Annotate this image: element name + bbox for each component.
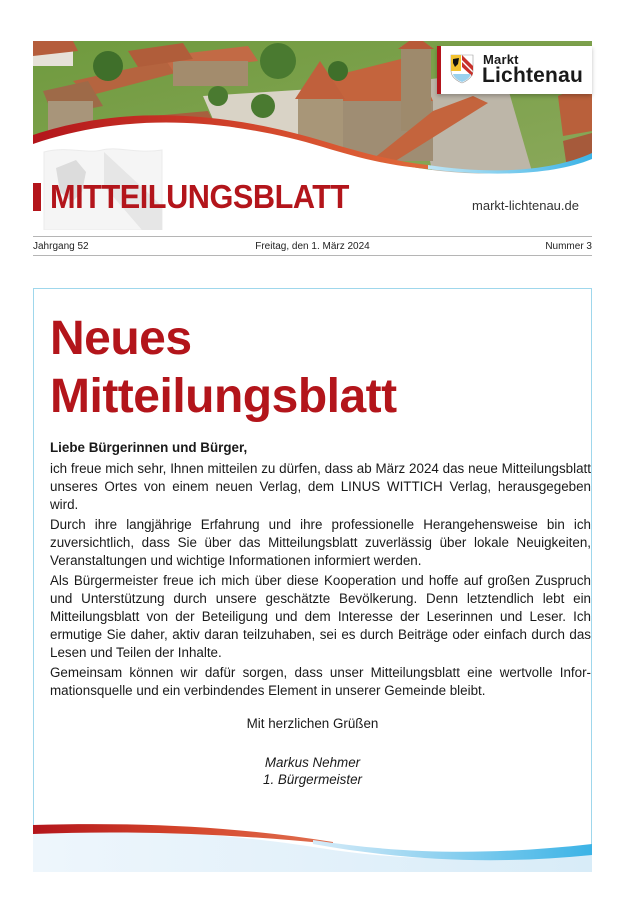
logo-text-markt: Markt [483, 52, 519, 67]
signature [0, 754, 625, 788]
issue-rule-bottom [33, 255, 592, 256]
signature-name: Markus Nehmer [264, 755, 361, 770]
article-closing: Mit herzlichen Grüßen [246, 716, 379, 731]
issue-rule-top [33, 236, 592, 237]
headline-line-2: Mitteilungsblatt [50, 370, 397, 423]
article-salutation: Liebe Bürgerinnen und Bürger, [50, 440, 248, 455]
masthead-title: MITTEILUNGSBLATT [50, 178, 349, 215]
headline-line-1: Neues [50, 312, 192, 365]
issue-volume: Jahrgang 52 [33, 241, 89, 252]
masthead-accent-bar [33, 183, 41, 211]
footer-wave-decoration [33, 820, 592, 872]
article-headline [50, 310, 397, 426]
article-paragraph: Gemeinsam können wir dafür sorgen, dass unser Mitteilungsblatt eine wertvolle Informationsquelle und ein verbindendes Element in unserer Gemeinde bleibt. [50, 665, 591, 698]
municipality-logo[interactable] [437, 46, 592, 94]
issue-number: Nummer 3 [545, 241, 592, 252]
website-link[interactable]: markt-lichtenau.de [472, 198, 579, 213]
article-paragraph: Als Bürgermeister freue ich mich über diese Kooperation und hoffe auf großen Zuspruch und Unterstützung durch unsere geschätzte Bevölkerung. Denn letztendlich lebt ein Mitteilungsblatt von der Beteiligung und dem Interesse der Leserinnen und Leser. Ich ermutige Sie daher, aktiv daran teilzuhaben, sei es durch Beiträge oder einfach durch das Lesen und Teilen der Inhalte. [50, 573, 591, 660]
article-paragraph: ich freue mich sehr, Ihnen mitteilen zu dürfen, dass ab März 2024 das neue Mitteilungsblatt unseres Ortes von einem neuen Verlag, dem LINUS WITTICH Verlag, herausgegeben wird. [50, 461, 591, 512]
article-paragraph: Durch ihre langjährige Erfahrung und ihre professionelle Herangehensweise bin ich zuversichtlich, dass Sie über das Mitteilungsblatt zuverlässig über lokale Neuigkeiten, Veranstaltungen und wichtige Informationen informiert werden. [50, 517, 591, 568]
logo-text-lichtenau: Lichtenau [482, 64, 583, 87]
coat-of-arms-icon [450, 54, 474, 84]
signature-title: 1. Bürgermeister [263, 772, 362, 787]
issue-date: Freitag, den 1. März 2024 [255, 241, 370, 252]
